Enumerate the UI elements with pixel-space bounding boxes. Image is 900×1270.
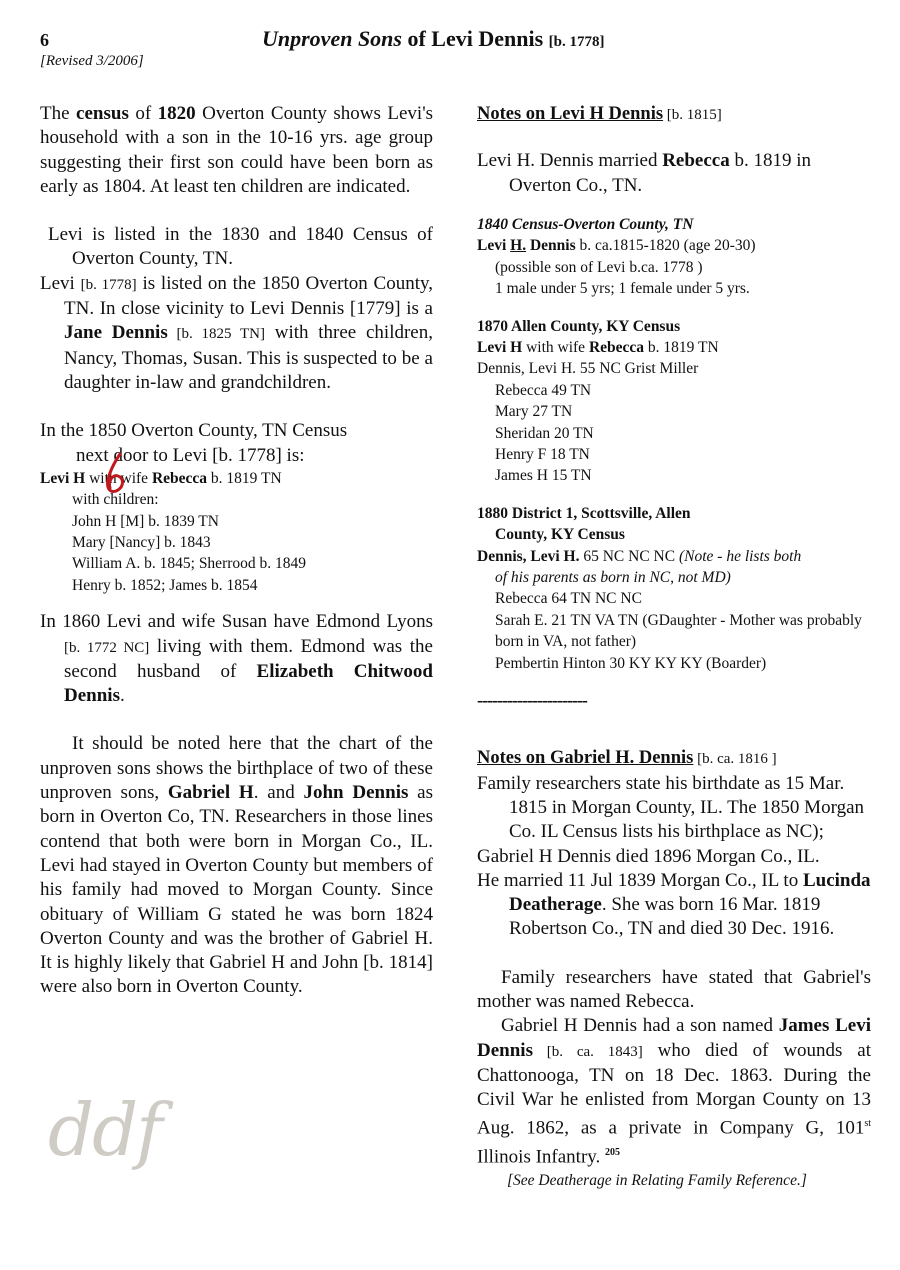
paragraph-died: Gabriel H Dennis died 1896 Morgan Co., IL.	[477, 845, 820, 867]
title-italic: Unproven Sons	[262, 26, 402, 51]
text: census	[76, 103, 129, 124]
ddf-watermark: ddf	[48, 1088, 161, 1172]
text: b. ca.1815-1820 (age 20-30)	[575, 237, 756, 255]
text: who died of wounds at Chattonooga, TN on 18 Dec. 1863. During the Civil War he enlisted from Morgan County on 13 Aug. 1862, as a private in Company G, 101	[477, 1039, 871, 1139]
list-item: Rebecca 64 TN NC NC	[495, 590, 642, 608]
paragraph-married	[477, 869, 871, 942]
text: In the 1850 Overton County, TN Census	[40, 420, 348, 442]
list-item: of his parents as born in NC, not MD)	[495, 568, 731, 586]
paragraph-1820-census	[40, 102, 433, 199]
paragraph-1860	[40, 610, 433, 708]
text: 65 NC NC NC	[579, 547, 679, 565]
text: next door to Levi [b. 1778] is:	[76, 444, 305, 466]
list-item: William A. b. 1845; Sherrood b. 1849	[72, 555, 307, 573]
section-heading-gabriel	[477, 746, 871, 771]
text: living with them. Edmond was the second husband of	[64, 635, 433, 682]
text: Levi H. Dennis married	[477, 150, 663, 172]
list-item	[40, 468, 433, 489]
text: It should be noted here that the chart of the unproven sons shows the birthplace of two of these unproven sons,	[40, 733, 433, 804]
list-item	[477, 546, 871, 567]
text: b. 1819 TN	[644, 338, 719, 356]
text: Elizabeth Chitwood Dennis	[64, 660, 433, 707]
text: Dennis	[526, 237, 576, 255]
list-item: Mary [Nancy] b. 1843	[72, 534, 211, 552]
text: He married 11 Jul 1839 Morgan Co., IL to	[477, 869, 803, 891]
text: Overton County shows Levi's household with a son in the 10-16 yrs. age group suggesting their first son could have been born as early as 1804. At least ten children are indicated.	[40, 103, 434, 197]
list-item: Pembertin Hinton 30 KY KY KY (Boarder)	[495, 654, 767, 672]
census-title: County, KY Census	[495, 526, 625, 544]
text: The	[40, 103, 77, 124]
list-item: with children:	[72, 491, 159, 509]
list-item: Dennis, Levi H. 55 NC Grist Miller	[477, 360, 699, 378]
text: is listed on the 1850 Overton County, TN. In close vicinity to Levi Dennis [1779] is a	[64, 272, 434, 320]
list-item: 1 male under 5 yrs; 1 female under 5 yrs.	[495, 280, 750, 298]
text: with wife	[522, 338, 589, 356]
text: [b. 1778]	[80, 276, 137, 293]
list-item: Henry b. 1852; James b. 1854	[72, 576, 258, 594]
text: Rebecca	[588, 338, 645, 356]
text: [b. 1815]	[663, 107, 722, 123]
paragraph-1850-census	[40, 272, 433, 395]
paragraph-levi-married	[477, 149, 871, 198]
text: 1820	[157, 103, 196, 124]
paragraph-1830-census: Levi is listed in the 1830 and 1840 Census of Overton County, TN.	[48, 224, 433, 270]
text: In 1860 Levi and wife Susan have Edmond Lyons	[40, 611, 433, 633]
paragraph-son	[477, 1014, 871, 1169]
text: Gabriel H Dennis had a son named	[501, 1015, 779, 1037]
census-1870	[477, 316, 871, 487]
list-item: (possible son of Levi b.ca. 1778 )	[495, 258, 703, 276]
text: Lucinda Deatherage	[509, 869, 871, 916]
page-title	[262, 26, 605, 52]
text: [b. 1825 TN]	[167, 326, 265, 343]
paragraph-mother: Family researchers have stated that Gabriel's mother was named Rebecca.	[477, 966, 871, 1012]
page-number: 6	[40, 30, 49, 50]
census-title: 1880 District 1, Scottsville, Allen	[477, 504, 691, 522]
text: Illinois Infantry.	[477, 1146, 606, 1168]
see-reference: [See Deatherage in Relating Family Reference.]	[507, 1171, 807, 1189]
paragraph-next-door	[40, 419, 433, 468]
right-column	[477, 102, 871, 1191]
paragraph-birthdate: Family researchers state his birthdate as 15 Mar. 1815 in Morgan County, IL. The 1850 Morgan Co. IL Census lists his birthplace as NC);	[477, 772, 864, 843]
list-item: Sheridan 20 TN	[495, 424, 594, 442]
text: of	[128, 103, 158, 124]
census-title: 1870 Allen County, KY Census	[477, 317, 681, 335]
list-item: John H [M] b. 1839 TN	[72, 512, 219, 530]
text: Notes on Gabriel H. Dennis	[477, 748, 694, 769]
text: Levi H	[477, 338, 523, 356]
list-item	[477, 337, 871, 358]
list-item: Henry F 18 TN	[495, 445, 590, 463]
divider: ----------------------	[477, 690, 587, 711]
text: (Note - he lists both	[678, 547, 802, 565]
section-heading-levi-h	[477, 102, 871, 127]
text: Levi	[40, 272, 81, 294]
text: Rebecca	[151, 469, 208, 487]
census-title: 1840 Census-Overton County, TN	[477, 215, 694, 233]
text: [b. ca. 1843]	[532, 1043, 643, 1060]
text: [b. 1772 NC]	[64, 639, 150, 656]
text: Jane Dennis	[64, 322, 168, 344]
text: Dennis, Levi H.	[477, 547, 580, 565]
text: Gabriel H	[167, 782, 254, 804]
census-1840	[477, 214, 871, 300]
text: Notes on Levi H Dennis	[477, 104, 664, 124]
footnote-ref: 205	[605, 1147, 621, 1159]
list-item: Rebecca 49 TN	[495, 381, 592, 399]
title-suffix: [b. 1778]	[548, 34, 605, 50]
family-list	[40, 468, 433, 596]
text: Rebecca	[662, 150, 730, 172]
list-item: Sarah E. 21 TN VA TN (GDaughter - Mother was probably born in VA, not father)	[495, 611, 862, 651]
text: b. 1819 in Overton Co., TN.	[509, 150, 812, 196]
text: st	[864, 1118, 871, 1130]
text: Levi	[477, 237, 511, 255]
revised-date: [Revised 3/2006]	[40, 53, 144, 69]
text: John Dennis	[303, 782, 409, 804]
left-column	[40, 102, 433, 1000]
text: with three children, Nancy, Thomas, Susan. This is suspected to be a daughter in-law and grandchildren.	[64, 322, 433, 393]
text: H.	[510, 237, 527, 255]
text: b. 1819 TN	[207, 469, 282, 487]
text: . She was born 16 Mar. 1819 Robertson Co., TN and died 30 Dec. 1916.	[509, 894, 835, 940]
title-rest: of Levi Dennis	[401, 26, 549, 51]
census-1880	[477, 503, 871, 674]
paragraph-note	[40, 732, 433, 999]
list-item: Mary 27 TN	[495, 403, 573, 421]
text: .	[119, 685, 125, 707]
text: Levi H	[40, 469, 86, 487]
text: . and	[253, 782, 304, 804]
text: [b. ca. 1816 ]	[693, 751, 777, 768]
list-item	[477, 235, 871, 256]
text: as born in Overton Co, TN. Researchers in those lines contend that both were born in Morgan Co., IL. Levi had stayed in Overton County but members of his family had moved to Morgan County. Since obituary of William G stated he was born 1824 Overton County and was the brother of Gabriel H. It is highly likely that Gabriel H and John [b. 1814] were also born in Overton County.	[40, 782, 433, 998]
text: James Levi Dennis	[477, 1015, 871, 1061]
list-item: James H 15 TN	[495, 467, 592, 485]
text: with wife	[85, 469, 152, 487]
